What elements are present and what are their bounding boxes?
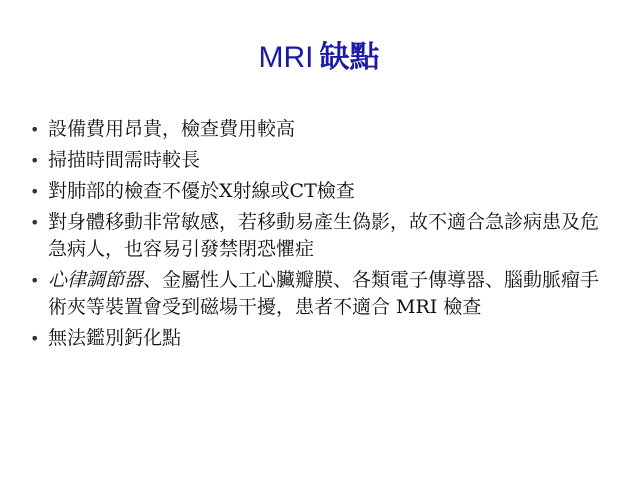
bullet-text-rest: 、金屬性人工心臟瓣膜、各類電子傳導器、腦動脈瘤手術夾等裝置會受到磁場干擾，患者不適合 MRI 檢查 — [48, 269, 600, 318]
bullet-icon: • — [30, 151, 40, 170]
bullet-item-devices — [30, 267, 610, 321]
bullet-item-calcification — [30, 325, 610, 352]
bullet-icon: • — [30, 329, 40, 348]
bullet-text: 設備費用昂貴，檢查費用較高 — [48, 118, 296, 140]
bullet-text: 無法鑑別鈣化點 — [48, 327, 182, 349]
bullet-text: 對肺部的檢查不優於X射線或CT檢查 — [48, 180, 355, 202]
bullet-item-motion — [30, 209, 610, 263]
bullet-text — [48, 267, 610, 321]
bullet-emphasis: 心律調節器 — [48, 269, 144, 291]
bullet-item-lung-exam — [30, 178, 610, 205]
title-mri: MRI — [258, 41, 314, 74]
bullet-item-scan-time — [30, 147, 610, 174]
bullet-icon: • — [30, 120, 40, 139]
bullet-icon: • — [30, 213, 40, 232]
bullet-icon: • — [30, 182, 40, 201]
title-disadvantages: 缺點 — [319, 40, 380, 75]
bullet-text: 對身體移動非常敏感，若移動易產生偽影，故不適合急診病患及危急病人，也容易引發禁閉恐懼症 — [48, 211, 600, 260]
bullet-text: 掃描時間需時較長 — [48, 149, 201, 171]
bullet-item-cost — [30, 116, 610, 143]
slide-title — [0, 38, 638, 78]
bullet-list — [30, 116, 610, 356]
bullet-icon: • — [30, 271, 40, 290]
